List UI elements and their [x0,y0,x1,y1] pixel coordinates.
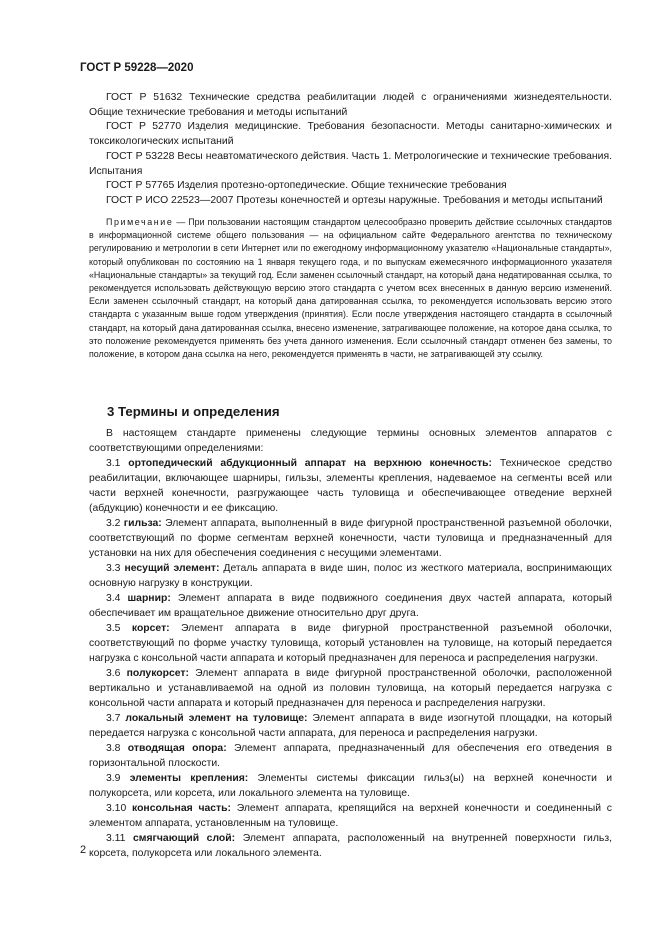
term-number: 3.4 [106,593,121,604]
reference-item: ГОСТ Р ИСО 22523—2007 Протезы конечностей и ортезы наружные. Требования и методы испытаний [106,194,603,206]
term-text: Элемент аппарата в виде изогнутой площадки, на который передается нагрузка с консольной части аппарата, для переноса и распределения нагрузки. [89,713,613,739]
term-text: Элемент аппарата, крепящийся на верхней конечности и соединенный с элементом аппарата, установленным на туловище. [89,803,612,829]
term-text: Техническое средство реабилитации, включающее шарниры, гильзы, элементы крепления, надеваемое на сегменты всей или части верхней конечности, разгружающее часть туловища и обеспечивающее отведение верхней (абдукцию) конечности и ее фиксацию. [89,458,613,514]
term-definition [89,516,612,561]
term-definition [89,741,612,771]
term-number: 3.6 [106,668,121,679]
term-number: 3.2 [106,518,121,529]
normative-references [89,91,612,209]
term-definition [89,621,612,666]
term-text: Элемент аппарата в виде фигурной пространственной оболочки, расположенной вертикально и устанавливаемой на одной из половин туловища, на который передается нагрузка с консольной части аппарата и который предназначен для переноса и распределения нагрузки. [89,668,612,709]
term-text: Элемент аппарата, выполненный в виде фигурной пространственной разъемной оболочки, соответствующий по форме сегментам верхней конечности, части туловища и предназначенный для установки на них для обеспечения соединения с несущими элементами. [89,518,612,559]
reference-item: ГОСТ Р 53228 Весы неавтоматического действия. Часть 1. Метрологические и технические требования. Испытания [89,150,612,177]
page-number: 2 [80,844,87,856]
term-number: 3.1 [106,458,121,469]
term-definition [89,711,612,741]
reference-item: ГОСТ Р 52770 Изделия медицинские. Требования безопасности. Методы санитарно-химических и токсикологических испытаний [89,121,612,148]
reference-item: ГОСТ Р 57765 Изделия протезно-ортопедические. Общие технические требования [106,180,507,192]
term-name: элементы крепления: [129,773,249,784]
section-title: 3 Термины и определения [107,404,280,419]
term-text: Элемент аппарата в виде фигурной пространственной разъемной оболочки, соответствующий по форме участку туловища, который установлен на туловище, на который передается нагрузка с консольной части аппарата и который предназначен для переноса и распределения нагрузки. [89,623,612,664]
term-definition [89,771,612,801]
term-number: 3.7 [106,713,121,724]
term-text: Деталь аппарата в виде шин, полос из жесткого материала, воспринимающих основную нагрузку в конструкции. [89,563,612,589]
term-definition [89,666,612,711]
term-number: 3.11 [106,833,126,844]
page-header-doc-id: ГОСТ Р 59228—2020 [80,62,194,74]
term-text: Элемент аппарата, предназначенный для обеспечения его отведения в горизонтальной плоскости. [89,743,612,769]
term-definition [89,591,612,621]
term-name: шарнир: [127,593,171,604]
terms-section [89,426,612,861]
term-number: 3.9 [106,773,121,784]
term-definition [89,456,612,516]
term-name: корсет: [131,623,170,634]
term-text: Элемент аппарата в виде подвижного соединения двух частей аппарата, который обеспечивает им вращательное движение относительно друг друга. [89,593,612,619]
term-text: Элемент аппарата, расположенный на внутренней поверхности гильз, корсета, полукорсета или локального элемента. [89,833,612,859]
term-definition [89,561,612,591]
term-name: несущий элемент: [124,563,220,574]
term-name: локальный элемент на туловище: [125,713,308,724]
reference-item: ГОСТ Р 51632 Технические средства реабилитации людей с ограничениями жизнедеятельности. Общие технические требования и методы испытаний [89,92,612,118]
term-name: полукорсет: [126,668,189,679]
term-name: смягчающий слой: [133,833,236,844]
section-intro: В настоящем стандарте применены следующие термины основных элементов аппаратов с соответствующими определениями: [89,428,612,454]
term-definition [89,831,612,861]
term-name: отводящая опора: [127,743,227,754]
term-number: 3.5 [106,623,121,634]
note-text: — При пользовании настоящим стандартом целесообразно проверить действие ссылочных стандартов в информационной системе общего пользования — на официальном сайте Федерального агентства по техническому регулированию и метрологии в сети Интернет или по ежегодному информационному указателю «Национальные стандарты», который опубликован по состоянию на 1 января текущего года, и по выпускам ежемесячного информационного указателя «Национальные стандарты» за текущий год. Если заменен ссылочный стандарт, на который дана недатированная ссылка, то рекомендуется использовать действующую версию этого стандарта с учетом всех внесенных в данную версию изменений. Если заменен ссылочный стандарт, на который дана датированная ссылка, то рекомендуется использовать версию этого стандарта с указанным выше годом утверждения (принятия). Если после утверждения настоящего стандарта в ссылочный стандарт, на который дана датированная ссылка, внесено изменение, затрагивающее положение, на которое дана ссылка, то это положение рекомендуется применять без учета данного изменения. Если ссылочный стандарт отменен без замены, то положение, в котором дана ссылка на него, рекомендуется применять в части, не затрагивающей эту ссылку. [89,217,612,360]
note-label: Примечание [106,217,174,227]
term-name: ортопедический абдукционный аппарат на верхнюю конечность: [128,458,493,469]
references-note [89,216,612,361]
term-name: гильза: [123,518,162,529]
term-definition [89,801,612,831]
term-name: консольная часть: [132,803,231,814]
term-number: 3.10 [106,803,127,814]
term-number: 3.8 [106,743,121,754]
term-text: Элементы системы фиксации гильз(ы) на верхней конечности и полукорсета, или корсета, или локального элемента на туловище. [89,773,612,799]
term-number: 3.3 [106,563,121,574]
